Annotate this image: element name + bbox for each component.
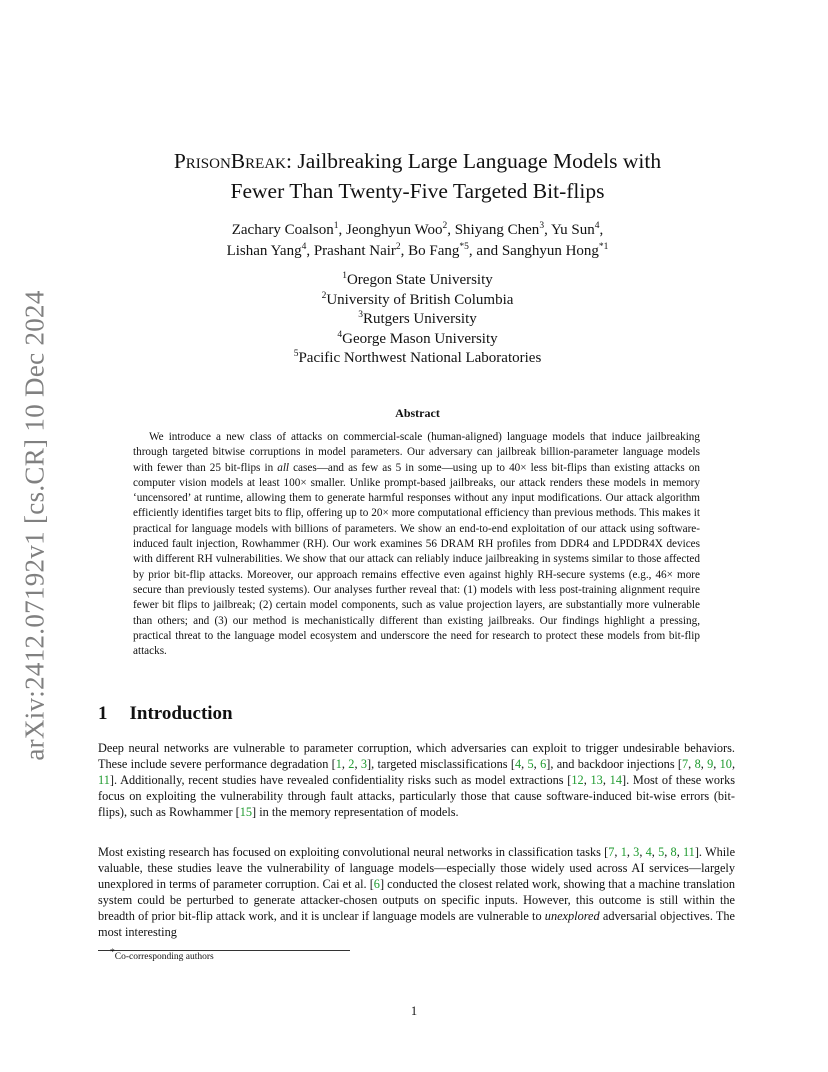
affiliation-mark: *5: [459, 242, 469, 252]
abstract-body: [133, 430, 700, 659]
author-line-1: [100, 220, 735, 241]
affiliation-mark: 1: [333, 221, 339, 231]
affiliation-mark: 2: [321, 290, 327, 301]
section-number: 1: [98, 703, 108, 724]
affiliation-mark: *1: [598, 242, 609, 252]
affiliation-name: George Mason University: [342, 330, 498, 347]
abstract-heading: Abstract: [395, 406, 440, 420]
affiliation-mark: 3: [358, 310, 363, 320]
title-system-name: PrisonBreak: [173, 149, 286, 173]
title-line-1-rest: : Jailbreaking Large Language Models with: [285, 149, 662, 173]
footnote-mark: *: [110, 947, 115, 958]
paragraph-text: ,: [583, 773, 591, 787]
paragraph-text: ]. While valuable, these studies leave the vulnerability of language models—especially those widely used across AI services—largely unexplored in terms of parameter corruption. Cai et al. [: [98, 845, 736, 891]
author-name: Sanghyun Hong: [501, 243, 599, 259]
citation-link[interactable]: 7: [608, 845, 615, 859]
citation-link[interactable]: 6: [540, 757, 547, 771]
author-separator: ,: [338, 222, 347, 238]
page-number: 1: [410, 1004, 418, 1018]
paragraph-text: ,: [602, 773, 610, 787]
paragraph-text: ,: [639, 845, 646, 859]
citation-link[interactable]: 1: [620, 845, 627, 859]
paragraph-text: ,: [341, 757, 349, 771]
author-name: Yu Sun: [551, 222, 595, 238]
paragraph-text: ,: [521, 757, 528, 771]
affiliation-mark: 4: [337, 329, 343, 340]
paragraph-text: adversarial objectives. The most interesting: [98, 909, 736, 939]
paragraph-text: Deep neural networks are vulnerable to parameter corruption, which adversaries can exploit to trigger undesirable behaviors. These include severe performance degradation [: [98, 741, 735, 771]
affiliation-mark: 2: [395, 242, 401, 252]
author-separator: ,: [599, 222, 604, 238]
affiliation-mark: 3: [539, 221, 545, 231]
footnote: [110, 947, 214, 962]
paragraph-text: ,: [731, 757, 736, 771]
citation-link[interactable]: 8: [694, 757, 701, 771]
affiliation-mark: 2: [442, 221, 448, 231]
section-heading: [98, 703, 233, 725]
paragraph-text: ], and backdoor injections [: [546, 757, 683, 771]
title-line-2: Fewer Than Twenty-Five Targeted Bit-flips: [230, 179, 605, 203]
affiliation-mark: 1: [342, 271, 347, 281]
paragraph-text: ]. Most of these works focus on exploiting the vulnerability through fault attacks, particularly those that cause software-induced bit-wise errors (bit-flips), such as Rowhammer [: [98, 773, 736, 819]
paragraph-text: Most existing research has focused on exploiting convolutional neural networks in classification tasks [: [98, 845, 609, 859]
citation-link[interactable]: 8: [670, 845, 677, 859]
abstract-text-part-2: cases—and as few as 5 in some—using up to 40× less bit-flips than existing attacks on computer vision models at least 100× smaller. Unlike prompt-based jailbreaks, our attack renders these models in memory ‘uncensored’ at runtime, allowing them to generate harmful responses without any input modifications. Our attack algorithm efficiently identifies target bits to flip, offering up to 20× more computational efficiency than previous methods. This makes it practical for language models with billions of parameters. We show an end-to-end exploitation of our attack using software-induced fault injection, Rowhammer (RH). Our work examines 56 DRAM RH profiles from DDR4 and LPDDR4X devices with different RH vulnerabilities. We show that our attack can reliably induce jailbreaking in systems similar to those affected by prior bit-flip attacks. Moreover, our approach remains effective even against highly RH-secure systems (e.g., 46× more secure than previously tested systems). Our analyses further reveal that: (1) models with less post-training alignment require fewer bit flips to jailbreak; (2) certain model components, such as value projection layers, are substantially more vulnerable than others; and (3) our method is mechanistically different than existing jailbreaks. Our findings highlight a pressing, practical threat to the language model ecosystem and underscore the need for research to protect these models from bit-flip attacks.: [133, 461, 700, 658]
affiliation-mark: 4: [301, 242, 307, 252]
intro-paragraph-1: [98, 740, 735, 820]
author-name: Lishan Yang: [226, 243, 302, 259]
paper-title: [100, 146, 735, 206]
author-name: Zachary Coalson: [231, 222, 334, 238]
affiliation-item: [100, 349, 735, 369]
author-list: [100, 220, 735, 262]
affiliation-item: [100, 271, 735, 291]
abstract-emphasis: all: [277, 461, 290, 474]
paragraph-text: ]. Additionally, recent studies have revealed confidentiality risks such as model extractions [: [109, 773, 572, 787]
citation-link[interactable]: 14: [609, 773, 622, 787]
citation-link[interactable]: 3: [633, 845, 640, 859]
affiliation-name: Pacific Northwest National Laboratories: [298, 350, 542, 366]
citation-link[interactable]: 9: [707, 757, 714, 771]
citation-link[interactable]: 7: [682, 757, 689, 771]
citation-link[interactable]: 4: [514, 757, 522, 771]
citation-link[interactable]: 5: [658, 845, 665, 859]
paragraph-text: ] conducted the closest related work, showing that a machine translation system could be perturbed to generate attacker-chosen outputs on specific inputs. However, this outcome is still within the breadth of prior bit-flip attack work, and it is unclear if language models are vulnerable to: [98, 877, 735, 923]
section-title: Introduction: [129, 703, 233, 724]
citation-link[interactable]: 2: [348, 757, 355, 771]
citation-link[interactable]: 10: [719, 757, 732, 771]
author-separator: , and: [468, 243, 502, 259]
emphasis-text: unexplored: [544, 909, 600, 923]
paragraph-text: ,: [354, 757, 361, 771]
paragraph-text: ,: [676, 845, 683, 859]
citation-link[interactable]: 3: [360, 757, 367, 771]
affiliation-list: [100, 271, 735, 369]
paragraph-text: ,: [533, 757, 541, 771]
affiliation-name: Oregon State University: [346, 272, 493, 288]
citation-link[interactable]: 11: [98, 773, 110, 787]
abstract-text-part-1: We introduce a new class of attacks on commercial-scale (human-aligned) language models that induce jailbreaking through targeted bitwise corruptions in model parameters. Our adversary can jailbreak billion-parameter language models with fewer than 25 bit-flips in: [133, 431, 700, 474]
author-separator: ,: [544, 222, 552, 238]
paragraph-text: ,: [651, 845, 659, 859]
author-separator: ,: [306, 243, 314, 259]
author-name: Shiyang Chen: [454, 222, 540, 238]
paragraph-text: ,: [626, 845, 634, 859]
author-name: Jeonghyun Woo: [346, 222, 443, 238]
title-line-1: [100, 146, 735, 176]
affiliation-item: [100, 330, 735, 350]
paragraph-text: ], targeted misclassifications [: [366, 757, 515, 771]
affiliation-name: University of British Columbia: [326, 291, 514, 308]
paragraph-text: ,: [700, 757, 708, 771]
affiliation-mark: 4: [594, 221, 600, 231]
paragraph-text: ,: [614, 845, 621, 859]
author-name: Bo Fang: [408, 243, 460, 259]
footnote-rule: [98, 950, 350, 951]
author-separator: ,: [447, 222, 455, 238]
paragraph-text: ] in the memory representation of models.: [252, 805, 459, 819]
affiliation-mark: 5: [293, 349, 299, 359]
author-name: Prashant Nair: [313, 243, 396, 259]
citation-link[interactable]: 15: [239, 805, 253, 819]
paragraph-text: ,: [688, 757, 695, 771]
paragraph-text: ,: [664, 845, 671, 859]
author-separator: ,: [400, 243, 409, 259]
paragraph-text: ,: [713, 757, 720, 771]
arxiv-identifier-stamp: [18, 290, 52, 760]
affiliation-item: [100, 291, 735, 311]
citation-link[interactable]: 6: [373, 877, 380, 891]
citation-link[interactable]: 11: [682, 845, 695, 859]
citation-link[interactable]: 13: [590, 773, 603, 787]
arxiv-identifier-text: arXiv:2412.07192v1 [cs.CR] 10 Dec 2024: [19, 289, 50, 761]
affiliation-name: Rutgers University: [363, 311, 477, 327]
citation-link[interactable]: 12: [571, 773, 584, 787]
author-line-2: [100, 241, 735, 262]
citation-link[interactable]: 1: [335, 757, 342, 771]
citation-link[interactable]: 5: [527, 757, 534, 771]
footnote-text: Co-corresponding authors: [114, 952, 214, 962]
intro-paragraph-2: [98, 844, 735, 940]
affiliation-item: [100, 310, 735, 330]
citation-link[interactable]: 4: [645, 845, 652, 859]
